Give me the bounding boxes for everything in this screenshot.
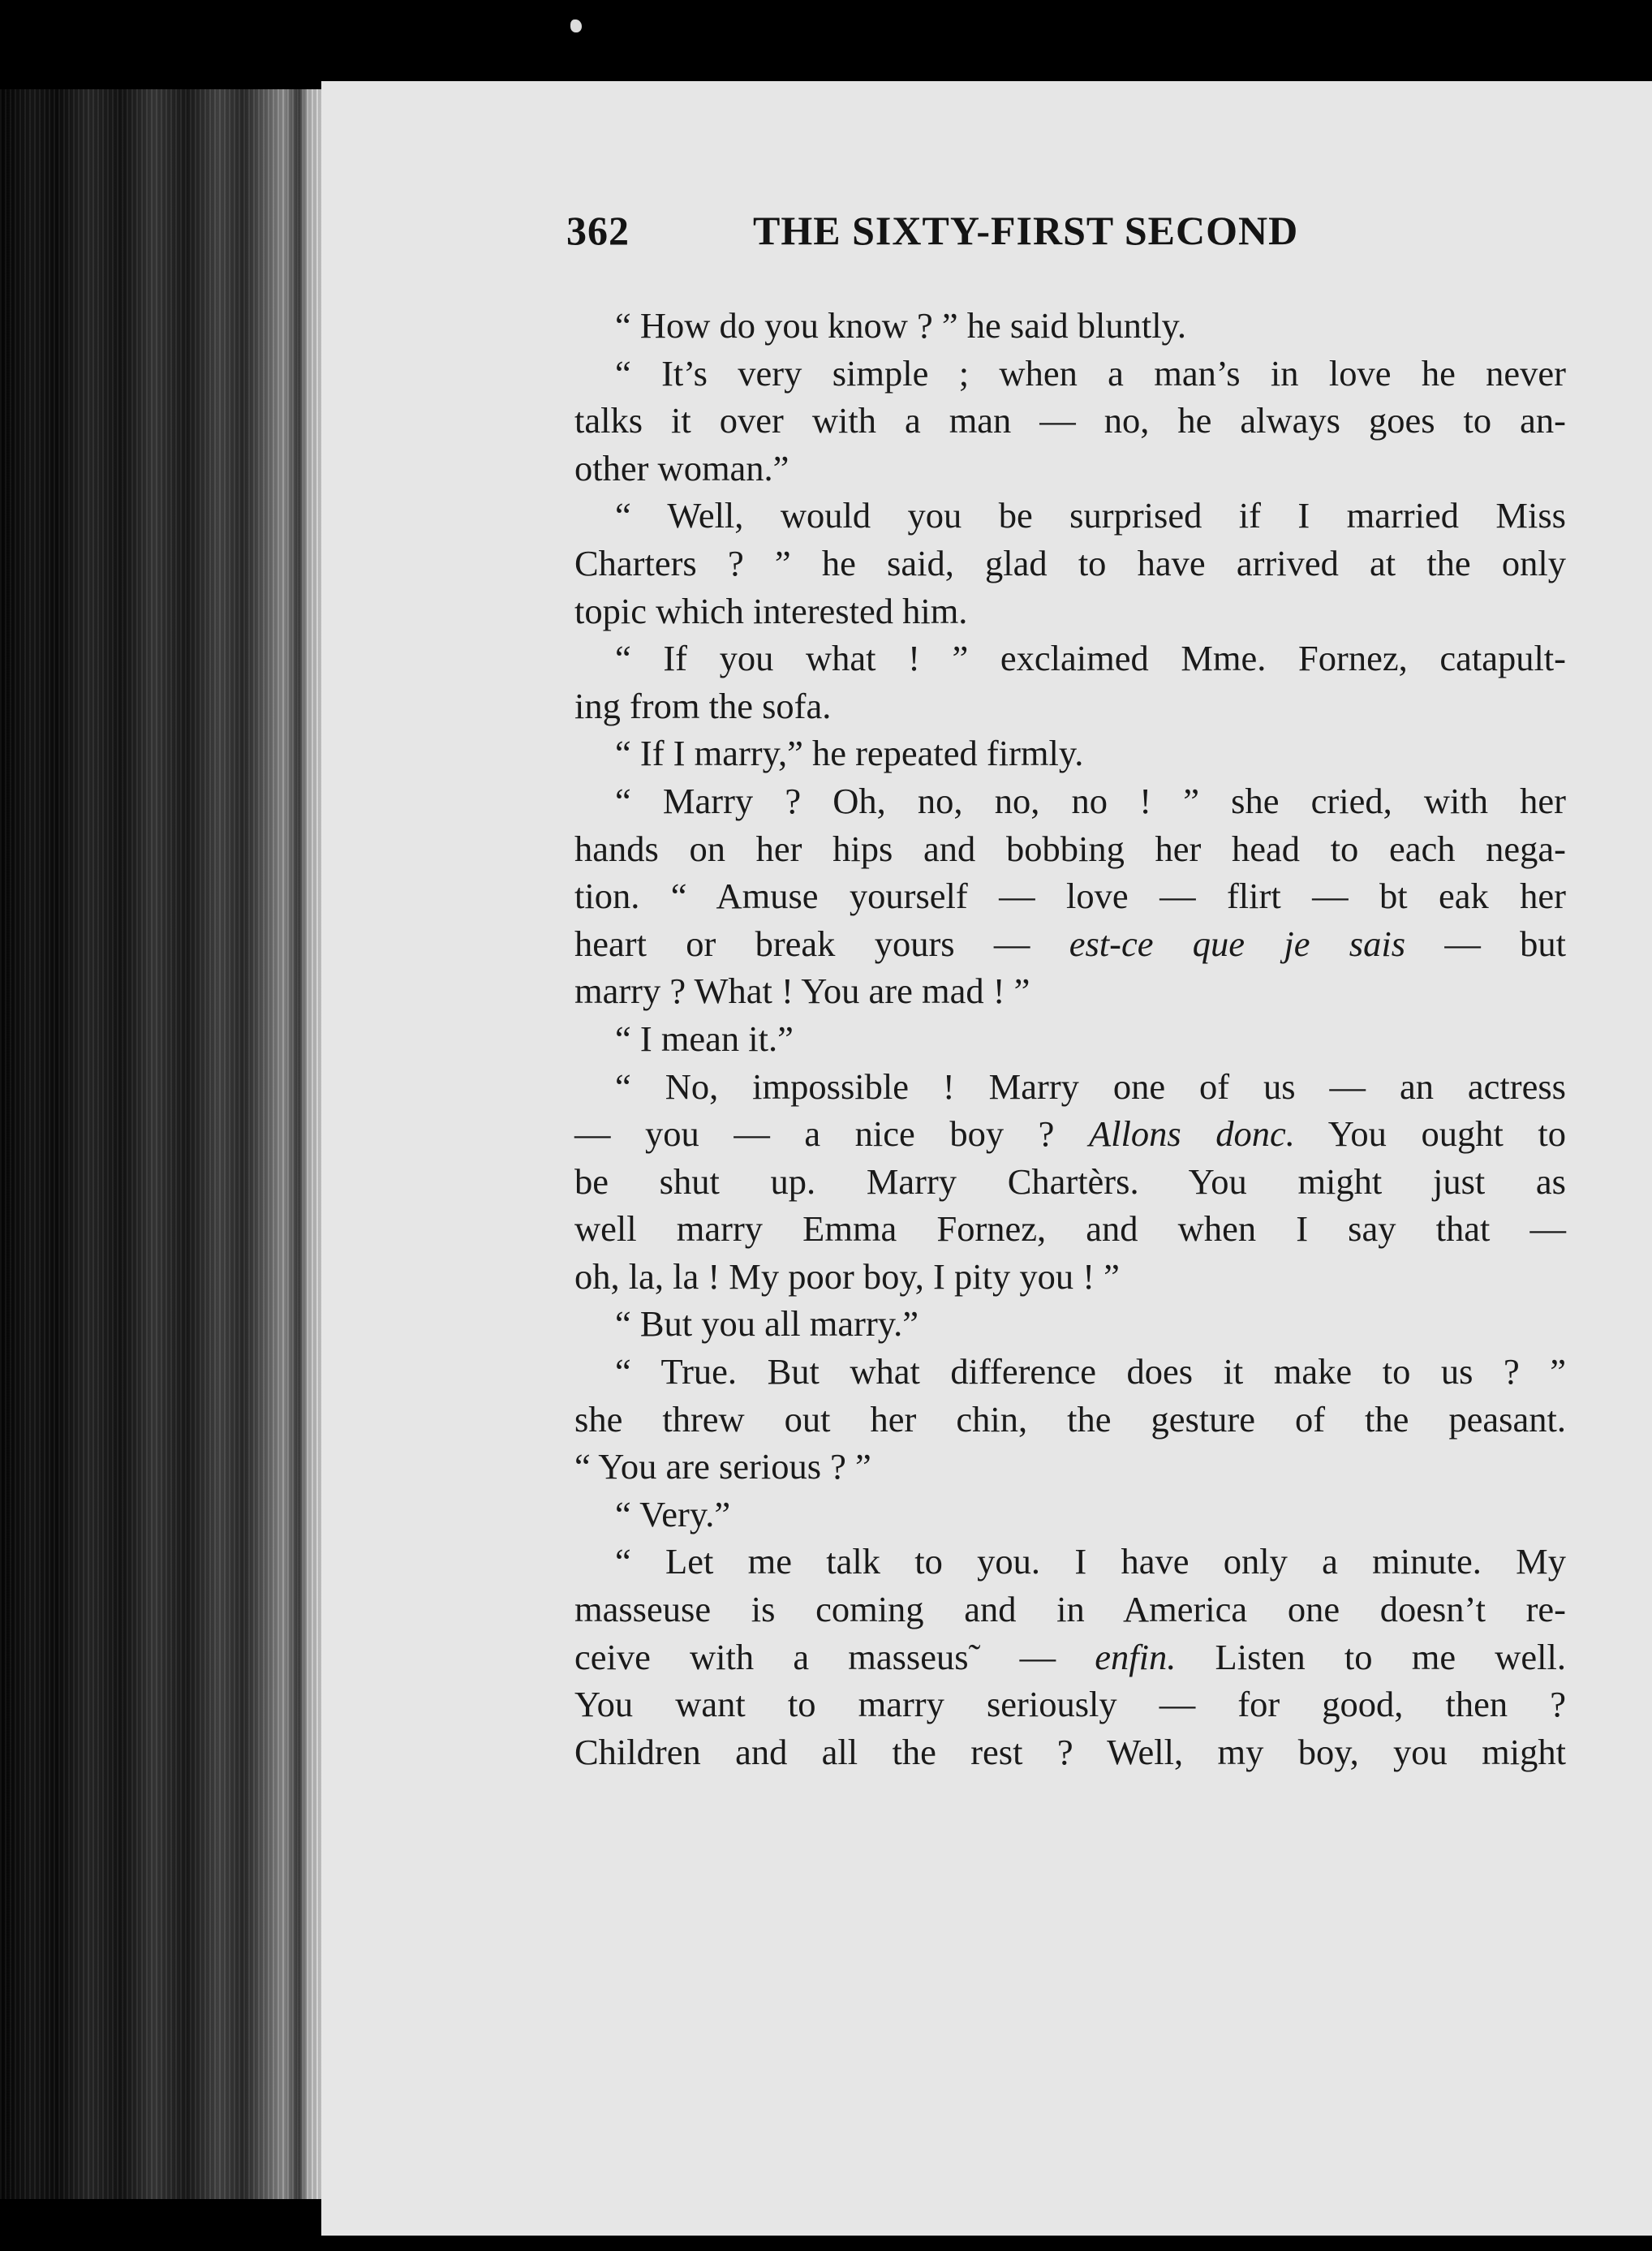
text-run: You want to marry seriously — for good, then ?	[574, 1684, 1566, 1725]
text-line	[574, 1348, 1566, 1396]
text-line	[574, 967, 1566, 1015]
text-run: hands on her hips and bobbing her head to each nega-	[574, 828, 1566, 869]
italic-phrase: enfin.	[1095, 1636, 1177, 1677]
text-run: Charters ? ” he said, glad to have arrived at the only	[574, 542, 1566, 583]
text-line	[574, 1253, 1566, 1301]
text-run: ˜	[968, 1636, 981, 1677]
text-run: tion. “ Amuse yourself — love — flirt — bt eak her	[574, 876, 1566, 917]
text-run: talks it over with a man — no, he always goes to an-	[574, 400, 1566, 441]
text-line	[574, 1158, 1566, 1206]
text-run: “ You are serious ? ”	[574, 1446, 871, 1487]
text-run: — but	[1405, 923, 1566, 964]
text-line	[574, 1205, 1566, 1253]
text-line	[574, 1728, 1566, 1776]
page-number: 362	[566, 208, 630, 253]
text-line	[574, 397, 1566, 445]
text-line	[574, 1491, 1566, 1539]
text-run: “ No, impossible ! Marry one of us — an actress	[615, 1065, 1566, 1107]
text-line	[574, 1063, 1566, 1111]
text-line	[574, 1586, 1566, 1633]
text-line	[574, 1300, 1566, 1348]
body-text	[574, 302, 1566, 1775]
text-run: “ If you what ! ” exclaimed Mme. Fornez, catapult-	[615, 638, 1566, 679]
text-line	[574, 587, 1566, 635]
book-edge-texture	[0, 89, 325, 2199]
text-run: oh, la, la ! My poor boy, I pity you ! ”	[574, 1255, 1120, 1297]
running-head: THE SIXTY-FIRST SECOND	[753, 208, 1299, 253]
text-run: Children and all the rest ? Well, my boy, you might	[574, 1731, 1566, 1772]
text-run: be shut up. Marry Chartèrs. You might just as	[574, 1160, 1566, 1202]
text-line	[574, 1396, 1566, 1444]
italic-phrase: est-ce que je sais	[1069, 923, 1406, 964]
text-line	[574, 540, 1566, 587]
text-run: she threw out her chin, the gesture of the peasant.	[574, 1398, 1566, 1440]
text-run: “ Well, would you be surprised if I married Miss	[615, 495, 1566, 536]
text-run: “ If I marry,” he repeated firmly.	[615, 733, 1084, 774]
text-run: “ Very.”	[615, 1493, 731, 1534]
text-line	[574, 1443, 1566, 1491]
text-run: “ Let me talk to you. I have only a minute. My	[615, 1541, 1566, 1582]
text-line	[574, 635, 1566, 682]
text-run: ing from the sofa.	[574, 685, 832, 726]
text-run: “ How do you know ? ” he said bluntly.	[615, 305, 1187, 346]
text-line	[574, 302, 1566, 350]
scan-speck	[570, 19, 582, 32]
italic-phrase: Allons donc.	[1088, 1113, 1295, 1155]
text-run: heart or break yours —	[574, 923, 1069, 964]
text-line	[574, 1110, 1566, 1158]
text-run: “ It’s very simple ; when a man’s in love he never	[615, 352, 1566, 394]
text-run: marry ? What ! You are mad ! ”	[574, 971, 1030, 1012]
text-line	[574, 682, 1566, 730]
text-run: other woman.”	[574, 447, 789, 489]
text-run: You ought to	[1294, 1113, 1566, 1155]
text-run: —	[980, 1636, 1095, 1677]
text-line	[574, 1015, 1566, 1063]
text-run: well marry Emma Fornez, and when I say that —	[574, 1208, 1566, 1250]
text-line	[574, 872, 1566, 920]
text-run: topic which interested him.	[574, 590, 968, 631]
text-line	[574, 1538, 1566, 1586]
text-line	[574, 1681, 1566, 1728]
text-run: Listen to me well.	[1176, 1636, 1566, 1677]
text-line	[574, 825, 1566, 873]
text-run: “ But you all marry.”	[615, 1303, 919, 1345]
text-line	[574, 1633, 1566, 1681]
text-run: ceive with a masseus	[574, 1636, 969, 1677]
text-line	[574, 492, 1566, 540]
text-line	[574, 445, 1566, 493]
text-line	[574, 920, 1566, 968]
text-run: masseuse is coming and in America one doesn’t re-	[574, 1589, 1566, 1630]
text-run: — you — a nice boy ?	[574, 1113, 1089, 1155]
text-line	[574, 730, 1566, 777]
text-line	[574, 350, 1566, 398]
text-run: “ True. But what difference does it make to us ? ”	[615, 1351, 1566, 1392]
text-line	[574, 777, 1566, 825]
text-run: “ I mean it.”	[615, 1018, 794, 1059]
text-run: “ Marry ? Oh, no, no, no ! ” she cried, with her	[615, 780, 1566, 821]
